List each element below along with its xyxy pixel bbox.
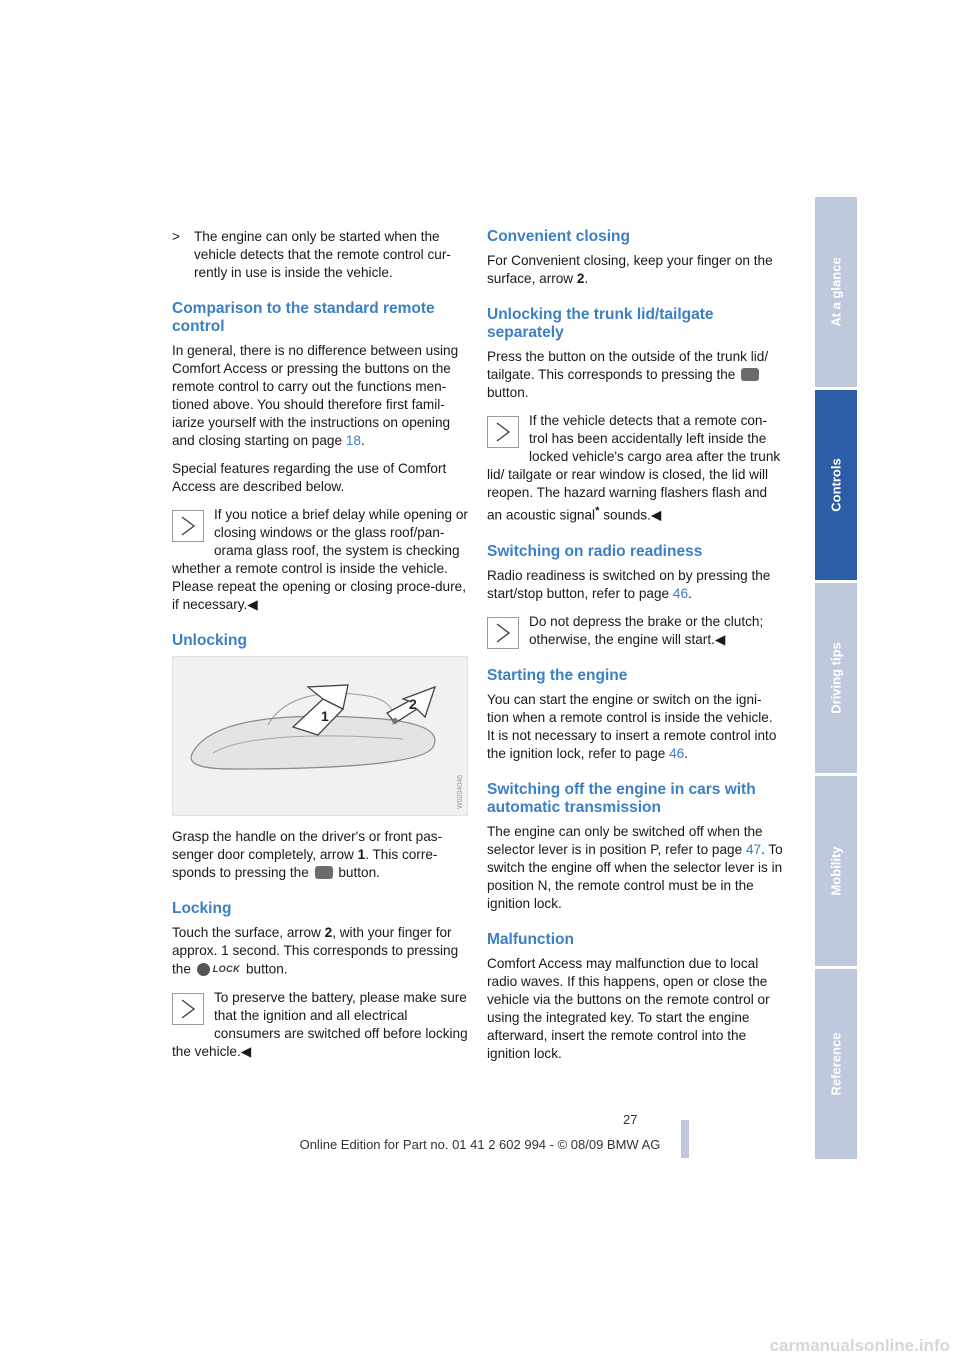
note-block xyxy=(487,412,783,525)
heading-malfunction: Malfunction xyxy=(487,930,574,948)
right-column xyxy=(487,228,783,1073)
heading-starting-engine: Starting the engine xyxy=(487,666,628,684)
trunk-button-icon xyxy=(741,368,759,381)
note-block xyxy=(172,506,468,614)
arrow-ref: 2 xyxy=(324,925,333,940)
tab-controls[interactable] xyxy=(815,390,857,580)
heading-convenient-closing: Convenient closing xyxy=(487,228,630,245)
note-text: Do not depress the brake or the clutch; otherwise, the engine will start.◀ xyxy=(529,613,764,647)
text: . xyxy=(688,585,692,601)
arrow-ref: 1 xyxy=(357,847,366,862)
text: . xyxy=(684,745,689,761)
text: . xyxy=(584,271,589,286)
note-arrow-icon xyxy=(487,416,519,448)
paragraph-comparison-1 xyxy=(172,342,468,450)
text: . To switch the engine off when the selector lever is in position N, the remote control must be in the ignition lock. xyxy=(487,841,783,911)
text: Radio readiness is switched on by pressing the start/stop button, refer to page xyxy=(487,567,771,601)
arrow-ref: 2 xyxy=(576,271,585,286)
figure-code: W0204046 xyxy=(457,775,464,809)
tab-label: At a glance xyxy=(828,257,844,327)
text: You can start the engine or switch on the igni-tion when a remote control is inside the vehicle. It is not necessary to insert a remote control into the ignition lock, refer to page xyxy=(487,691,777,761)
heading-trunk: Unlocking the trunk lid/tailgate separately xyxy=(487,306,714,341)
bmw-logo-icon xyxy=(197,963,210,976)
heading-radio-readiness: Switching on radio readiness xyxy=(487,542,703,560)
bullet-mark: > xyxy=(172,229,180,244)
tab-at-a-glance[interactable] xyxy=(815,197,857,387)
arrow-1-label: 1 xyxy=(321,708,329,724)
text: . This corre-sponds to pressing the xyxy=(172,847,438,880)
text: Touch the surface, arrow xyxy=(172,925,325,940)
text: , with your finger for approx. 1 second. This corresponds to pressing the xyxy=(172,925,459,977)
text: button. xyxy=(334,865,380,880)
note-arrow-icon xyxy=(172,993,204,1025)
section-tabs xyxy=(815,197,857,1162)
note-block xyxy=(487,613,783,649)
note-text: To preserve the battery, please make sure that the ignition and all electrical consumers are switched off before locking the vehicle.◀ xyxy=(172,989,468,1059)
tab-label: Driving tips xyxy=(828,642,844,714)
left-column xyxy=(172,228,468,1071)
tab-driving-tips[interactable] xyxy=(815,583,857,773)
paragraph-locking xyxy=(172,924,468,979)
tab-reference[interactable] xyxy=(815,969,857,1159)
note-text: If the vehicle detects that a remote con-trol has been accidentally left inside the locked vehicle's cargo area after the trunk lid/ tailgate or rear window is closed, the lid will reopen. The hazard warning flashers flash and an acoustic signal xyxy=(487,413,781,523)
tab-label: Mobility xyxy=(828,846,844,896)
page-link-46[interactable]: 46 xyxy=(669,745,685,761)
note-text-end: sounds.◀ xyxy=(599,507,662,523)
tab-label: Reference xyxy=(828,1032,844,1096)
note-arrow-icon xyxy=(172,510,204,542)
watermark: carmanualsonline.info xyxy=(769,1336,950,1355)
text: Grasp the handle on the driver's or front pas-senger door completely, arrow xyxy=(172,829,443,862)
text: Press the button on the outside of the trunk lid/ tailgate. This corresponds to pressing the xyxy=(487,349,769,382)
page-link-46[interactable]: 46 xyxy=(672,585,689,601)
page-link-47[interactable]: 47 xyxy=(745,841,762,857)
page-number: 27 xyxy=(623,1112,638,1127)
lock-button-icon xyxy=(197,960,241,978)
paragraph-unlocking xyxy=(172,828,468,882)
note-arrow-icon xyxy=(487,617,519,649)
text: The engine can only be switched off when the selector lever is in position P, refer to page xyxy=(487,823,763,857)
heading-locking: Locking xyxy=(172,900,232,917)
note-text: If you notice a brief delay while opening or closing windows or the glass roof/pan-orama glass roof, the system is checking whether a remote control is inside the vehicle. Please repeat the opening or closing proce-dure, if necessary.◀ xyxy=(172,507,468,612)
page-link-18[interactable]: 18 xyxy=(345,433,361,448)
option-star: * xyxy=(595,505,600,517)
arrow-2-label: 2 xyxy=(409,696,417,712)
text: In general, there is no difference between using Comfort Access or pressing the buttons on the remote control to carry out the functions men-tioned above. You should therefore first famil-iarize yourself with the instructions on opening and closing starting on page xyxy=(172,343,459,448)
bullet-text: The engine can only be started when the vehicle detects that the remote control cur-rently in use is inside the vehicle. xyxy=(194,229,451,280)
text: . xyxy=(360,433,365,448)
text: button. xyxy=(242,961,288,977)
heading-switch-off-engine: Switching off the engine in cars with automatic transmission xyxy=(487,780,756,816)
footer-text: Online Edition for Part no. 01 41 2 602 994 - © 08/09 BMW AG xyxy=(299,1137,661,1152)
door-handle-illustration xyxy=(173,657,467,815)
paragraph-trunk xyxy=(487,348,783,402)
door-handle-figure xyxy=(172,656,468,816)
tab-mobility[interactable] xyxy=(815,776,857,966)
bullet-item xyxy=(172,228,468,282)
paragraph-switchoff xyxy=(487,823,783,913)
paragraph-malfunction: Comfort Access may malfunction due to local radio waves. If this happens, open or close the vehicle via the buttons on the remote control or using the integrated key. To start the engine afterward, insert the remote control into the ignition lock. xyxy=(487,955,770,1061)
paragraph-starting xyxy=(487,691,783,763)
heading-unlocking: Unlocking xyxy=(172,632,247,649)
paragraph-comparison-2: Special features regarding the use of Comfort Access are described below. xyxy=(172,461,447,494)
lock-label: LOCK xyxy=(212,964,241,974)
text: button. xyxy=(487,385,529,400)
paragraph-radio xyxy=(487,567,783,603)
heading-comparison: Comparison to the standard remote control xyxy=(172,300,435,335)
note-block xyxy=(172,989,468,1061)
tab-label: Controls xyxy=(828,458,844,512)
paragraph-convenient xyxy=(487,252,783,288)
text: For Convenient closing, keep your finger on the surface, arrow xyxy=(487,253,773,286)
unlock-button-icon xyxy=(315,866,333,879)
